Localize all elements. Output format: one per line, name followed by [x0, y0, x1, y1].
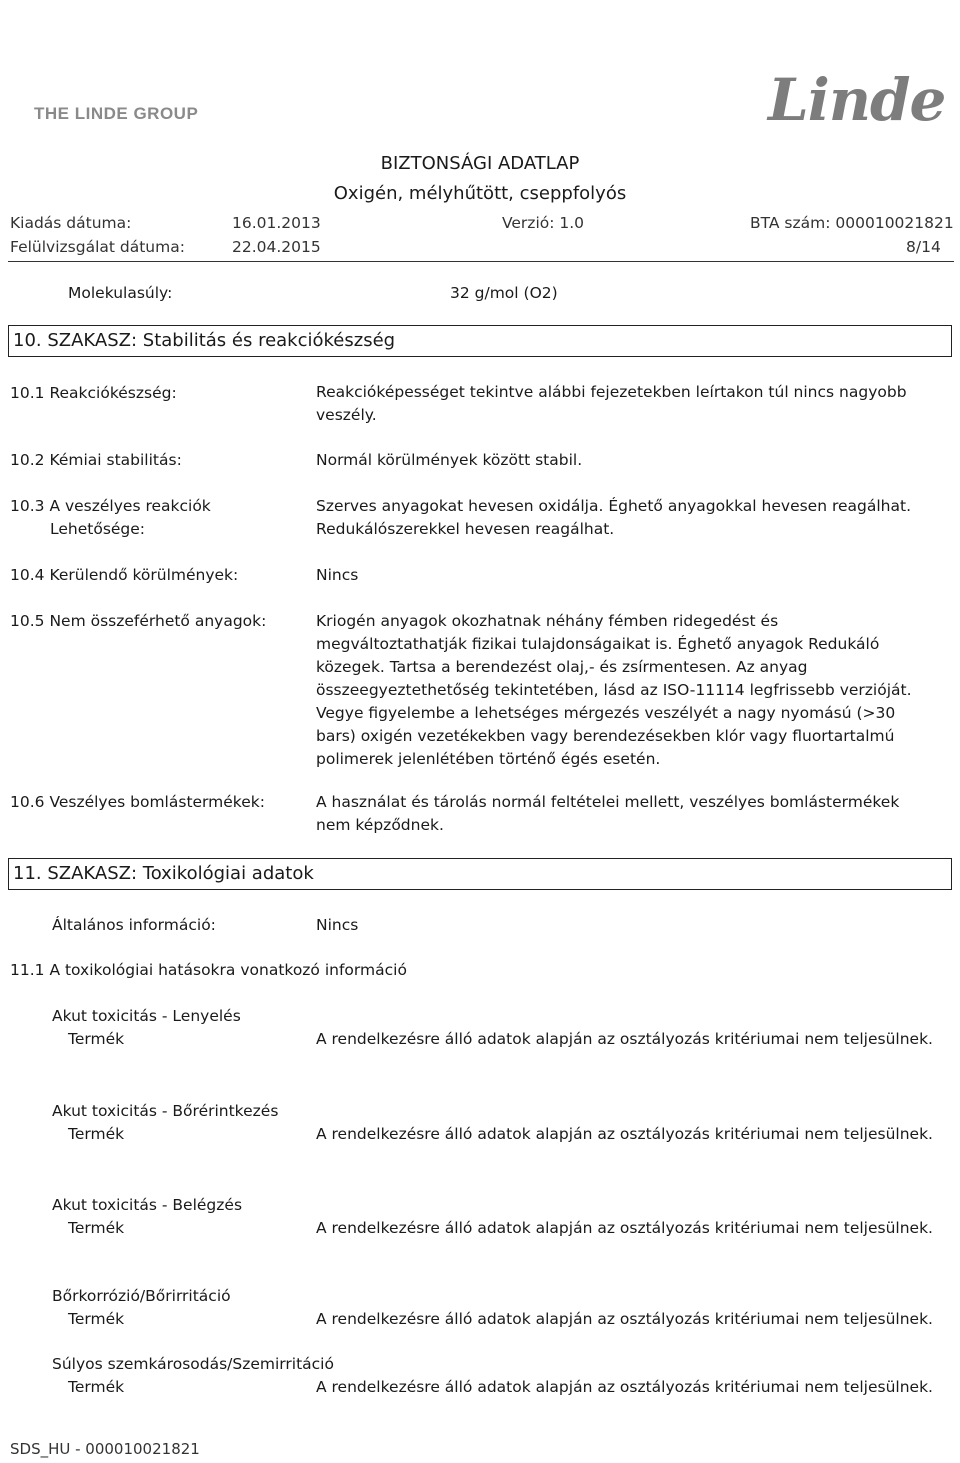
- section-11-header: [8, 858, 952, 890]
- hazardous-reactions-label-2: Lehetősége:: [50, 520, 146, 538]
- tox-block-value: A rendelkezésre álló adatok alapján az osztályozás kritériumai nem teljesülnek.: [316, 1310, 933, 1328]
- tox-block-heading: Akut toxicitás - Lenyelés: [52, 1007, 241, 1025]
- review-date: 22.04.2015: [232, 238, 321, 256]
- decomposition-products-label: 10.6 Veszélyes bomlástermékek:: [10, 793, 265, 811]
- general-info-value: Nincs: [316, 916, 359, 934]
- issue-date-label: Kiadás dátuma:: [10, 214, 132, 232]
- conditions-to-avoid-label: 10.4 Kerülendő körülmények:: [10, 566, 239, 584]
- tox-block-sub: Termék: [68, 1030, 125, 1048]
- reactivity-label: 10.1 Reakciókészség:: [10, 384, 177, 402]
- section-10-title: 10. SZAKASZ: Stabilitás és reakciókészség: [13, 330, 396, 351]
- section-11-title: 11. SZAKASZ: Toxikológiai adatok: [13, 863, 314, 884]
- tox-block-heading: Akut toxicitás - Belégzés: [52, 1196, 243, 1214]
- tox-block-sub: Termék: [68, 1378, 125, 1396]
- page-number: 8/14: [906, 238, 941, 256]
- version: Verzió: 1.0: [502, 214, 585, 232]
- chemical-stability-value: Normál körülmények között stabil.: [316, 451, 583, 469]
- issue-date: 16.01.2013: [232, 214, 321, 232]
- reactivity-value: Reakcióképességet tekintve alábbi fejezetekben leírtakon túl nincs nagyobb veszély.: [316, 383, 907, 424]
- molar-mass-label: Molekulasúly:: [68, 284, 173, 302]
- chemical-stability-label: 10.2 Kémiai stabilitás:: [10, 451, 182, 469]
- document-title: BIZTONSÁGI ADATLAP: [380, 153, 580, 174]
- incompatible-materials-label: 10.5 Nem összeférhető anyagok:: [10, 612, 267, 630]
- toxicological-info-subheading: 11.1 A toxikológiai hatásokra vonatkozó információ: [10, 961, 407, 979]
- tox-block-sub: Termék: [68, 1125, 125, 1143]
- molar-mass-value: 32 g/mol (O2): [450, 284, 558, 302]
- linde-logo: Linde: [768, 66, 946, 134]
- decomposition-products-value: A használat és tárolás normál feltételei mellett, veszélyes bomlástermékek nem képződnek.: [316, 793, 900, 834]
- incompatible-materials-value: Kriogén anyagok okozhatnak néhány fémben ridegedést és megváltoztathatják fizikai tulajdonságaikat is. Éghető anyagok Redukáló közegek. Tartsa a berendezést olaj,- és zsírmentesen. Az anyag összeegyeztethetőség tekintetében, lásd az ISO-11114 legfrissebb verzióját. Vegye figyelembe a lehetséges mérgezés veszélyét a nagy nyomású (>30 bars) oxigén vezetékekben vagy berendezésekben klór vagy fluortartalmú polimerek jelenlétében történő égés esetén.: [316, 612, 912, 768]
- section-10-header: [8, 325, 952, 357]
- tox-block-value: A rendelkezésre álló adatok alapján az osztályozás kritériumai nem teljesülnek.: [316, 1378, 933, 1396]
- conditions-to-avoid-value: Nincs: [316, 566, 359, 584]
- review-date-label: Felülvizsgálat dátuma:: [10, 238, 185, 256]
- hazardous-reactions-value: Szerves anyagokat hevesen oxidálja. Éghető anyagokkal hevesen reagálhat. Redukálószerekkel hevesen reagálhat.: [316, 497, 912, 538]
- tox-block-heading: Bőrkorrózió/Bőrirritáció: [52, 1287, 231, 1305]
- document-subtitle: Oxigén, mélyhűtött, cseppfolyós: [333, 183, 627, 204]
- general-info-label: Általános információ:: [52, 916, 216, 934]
- tox-block-sub: Termék: [68, 1310, 125, 1328]
- tox-block-sub: Termék: [68, 1219, 125, 1237]
- tox-block-value: A rendelkezésre álló adatok alapján az osztályozás kritériumai nem teljesülnek.: [316, 1125, 933, 1143]
- tox-block-value: A rendelkezésre álló adatok alapján az osztályozás kritériumai nem teljesülnek.: [316, 1219, 933, 1237]
- tox-block-heading: Súlyos szemkárosodás/Szemirritáció: [52, 1355, 334, 1373]
- hazardous-reactions-label: 10.3 A veszélyes reakciók: [10, 497, 211, 515]
- footer-sds-code: SDS_HU - 000010021821: [10, 1440, 200, 1458]
- bta-number: BTA szám: 000010021821: [750, 214, 954, 232]
- tox-block-value: A rendelkezésre álló adatok alapján az osztályozás kritériumai nem teljesülnek.: [316, 1030, 933, 1048]
- linde-group-logo-text: THE LINDE GROUP: [34, 104, 199, 123]
- header-divider: [8, 261, 954, 262]
- tox-block-heading: Akut toxicitás - Bőrérintkezés: [52, 1102, 279, 1120]
